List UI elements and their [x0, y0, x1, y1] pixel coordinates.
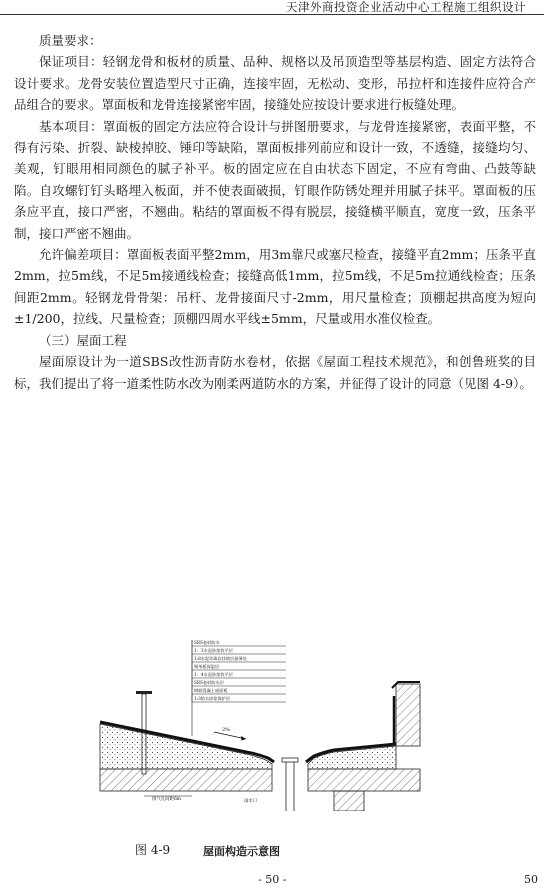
paragraph: 允许偏差项目：罩面板表面平整2mm，用3m靠尺或塞尺检查，接缝平直2mm；压条平直2mm，拉5m线，不足5m接通线检查；接缝高低1mm，拉5m线，不足5m拉通线检查；压条间距2mm。轻钢龙骨骨架：吊杆、龙骨接面尺寸-2mm，用尺量检查；顶棚起拱高度为短向±1/200，拉线、尺量检查；顶棚四周水平线±5mm，尺量或用水准仪检查。 [14, 247, 536, 327]
legend-line: SBS卷材防水层 [194, 680, 224, 685]
figure-number: 图 4-9 [135, 843, 171, 857]
vent-spacing-note: 排气孔间距6m [152, 797, 181, 802]
roof-slab-right [306, 682, 420, 811]
page-number-center: - 50 - [258, 873, 287, 886]
legend-line: 1:3防水砂浆保护层 [194, 696, 231, 701]
header-title: 天津外商投资企业活动中心工程施工组织设计 [286, 0, 526, 14]
legend-line: 1：3水泥砂浆找平层 [194, 648, 233, 653]
body-text [14, 30, 536, 394]
roof-construction-figure [96, 636, 422, 811]
paragraph: 屋面原设计为一道SBS改性沥青防水卷材，依据《屋面工程技术规范》，和创鲁班奖的目标，我们提出了将一道柔性防水改为刚柔两道防水的方案，并征得了设计的同意（见图 4-9）。 [14, 354, 536, 391]
roof-slab-left [100, 722, 274, 791]
figure-title: 屋面构造示意图 [203, 845, 280, 858]
slope-label: 2% [222, 727, 230, 733]
rain-drain [282, 758, 298, 811]
legend-line: SBS卷材防水 [194, 640, 220, 645]
paragraph: 基本项目：罩面板的固定方法应符合设计与拼图册要求，与龙骨连接紧密，表面平整，不得有污染、折裂、缺棱掉胶、锤印等缺陷，罩面板排列前应和设计一致，不透缝，接缝均匀、美观，钉眼用相同颜色的腻子补平。板的固定应在自由状态下固定，不应有弯曲、凸鼓等缺陷。自攻螺钉钉头略埋入板面，并不使表面破损，钉眼作防锈处理并用腻子抹平。罩面板的压条应平直，接口严密，不翘曲。粘结的罩面板不得有脱层，接缝横平顺直，宽度一致，压条平制，接口严密不翘曲。 [14, 118, 536, 241]
drain-note: 雨水口 [244, 799, 258, 804]
slope-indicator [214, 727, 246, 741]
page-header [0, 0, 544, 15]
figure-legend [192, 639, 286, 736]
page-number-right: 50 [524, 873, 538, 886]
legend-line: 钢筋混凝土屋面板 [194, 688, 228, 693]
legend-line: 1：4水泥砂浆找平层 [194, 672, 233, 677]
paragraph: 保证项目：轻钢龙骨和板材的质量、品种、规格以及吊顶造型等基层构造、固定方法符合设计要求。龙骨安装位置造型尺寸正确，连接牢固，无松动、变形，吊拉杆和连接件应符合产品组合的要求。罩面板和龙骨连接紧密牢固，接缝处应按设计要求进行板缝处理。 [14, 54, 536, 113]
section-heading: （三）屋面工程 [39, 332, 127, 348]
roof-section-drawing [96, 636, 422, 811]
paragraph: 质量要求： [39, 33, 102, 48]
legend-line: 1:8水泥珍珠岩找坡层最薄处 [194, 656, 247, 661]
legend-line: 聚苯板保温层 [194, 664, 220, 669]
